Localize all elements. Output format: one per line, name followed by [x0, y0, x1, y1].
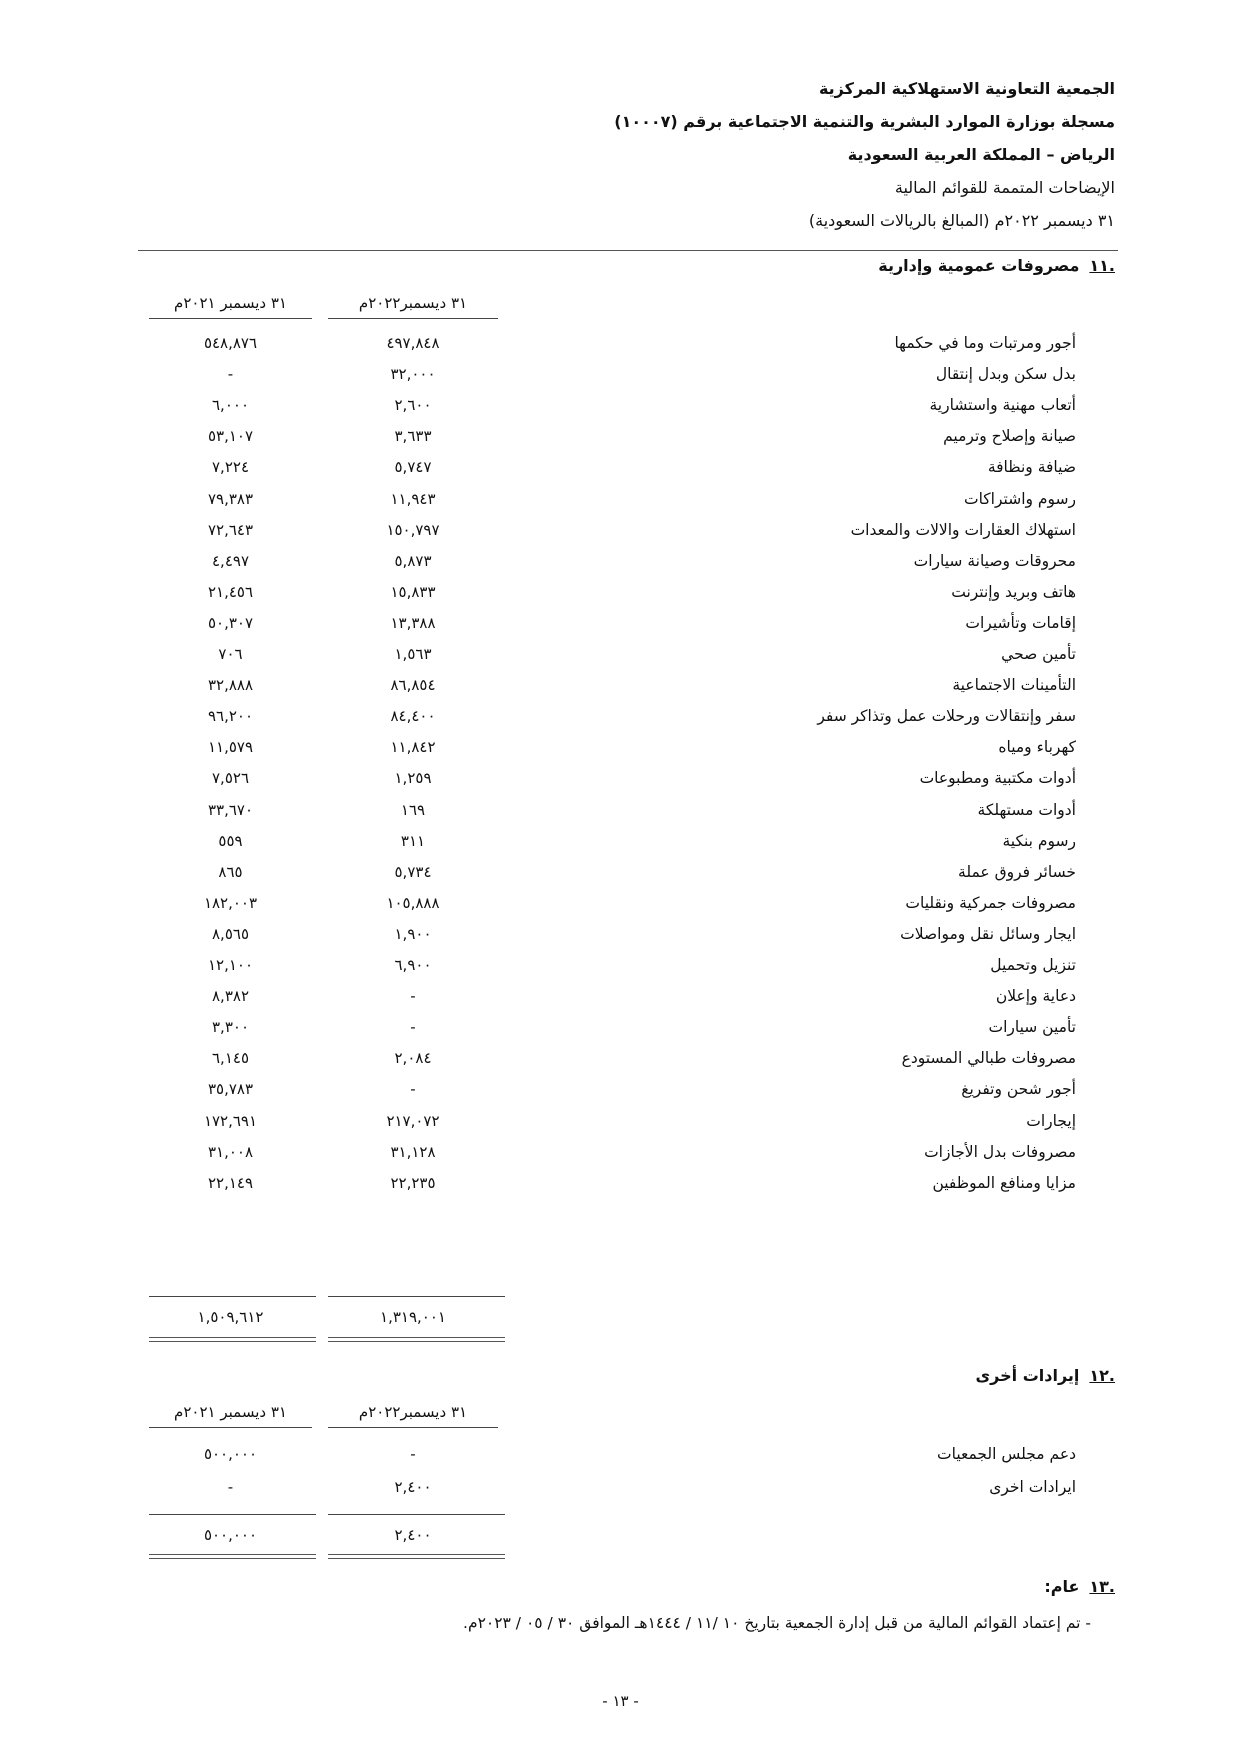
value-2022: ٨٤,٤٠٠: [390, 707, 436, 726]
value-2022: ٥,٧٤٧: [394, 458, 432, 477]
table-row: [0, 637, 1241, 671]
double-rule-2021: [149, 1337, 316, 1342]
table-row: [0, 793, 1241, 827]
row-label: بدل سكن وبدل إنتقال: [935, 365, 1076, 384]
value-2021: ٨٦٥: [218, 862, 243, 881]
value-2022: -: [410, 1080, 416, 1099]
value-2021: ٣,٣٠٠: [212, 1018, 249, 1037]
value-2021: ٢١,٤٥٦: [207, 582, 254, 601]
table-row: [0, 513, 1241, 547]
double-rule-2022: [328, 1337, 505, 1342]
value-2021: ١١,٥٧٩: [207, 738, 254, 757]
row-label: سفر وإنتقالات ورحلات عمل وتذاكر سفر: [817, 707, 1076, 726]
table-row: [0, 824, 1241, 858]
value-2021: ٥٠٠,٠٠٠: [203, 1445, 258, 1463]
org-name: الجمعية التعاونية الاستهلاكية المركزية: [818, 79, 1115, 98]
value-2022: ٣,٦٣٣: [394, 427, 432, 446]
row-label: كهرباء ومياه: [998, 738, 1076, 757]
subtotal-rule-2022: [328, 1514, 505, 1515]
period-line: ٣١ ديسمبر ٢٠٢٢م (المبالغ بالريالات السعودية): [808, 211, 1115, 230]
table-row: [0, 388, 1241, 422]
table-row: [0, 855, 1241, 889]
value-2022: ١,٢٥٩: [394, 769, 432, 788]
row-label: أجور شحن وتفريغ: [961, 1080, 1076, 1099]
approval-note: - تم إعتماد القوائم المالية من قبل إدارة الجمعية بتاريخ ١٠ /١١ / ١٤٤٤هـ الموافق ٣٠ / ٠٥ / ٢٠٢٣م.: [463, 1614, 1091, 1632]
section-13-title: [1044, 1577, 1115, 1596]
table-row: [0, 544, 1241, 578]
value-2022: ٢,٠٨٤: [394, 1049, 432, 1068]
row-label: أتعاب مهنية واستشارية: [929, 396, 1076, 415]
section-12-title: [975, 1366, 1115, 1385]
value-2022: ١,٩٠٠: [394, 924, 432, 943]
doc-title: الإيضاحات المتممة للقوائم المالية: [894, 178, 1115, 197]
row-label: أدوات مكتبية ومطبوعات: [919, 769, 1076, 788]
table-row: [0, 979, 1241, 1013]
double-rule-2022: [328, 1554, 505, 1559]
subtotal-rule-2021: [149, 1514, 316, 1515]
row-label: مصروفات طبالي المستودع: [901, 1049, 1076, 1068]
table-row: [0, 1072, 1241, 1106]
value-2021: ٣٢,٨٨٨: [207, 676, 254, 695]
table-row: [0, 948, 1241, 982]
value-2022: ٥,٧٣٤: [394, 862, 432, 881]
row-label: تنزيل وتحميل: [990, 956, 1076, 974]
section-11-title: [878, 256, 1115, 275]
total-2021: ٥٠٠,٠٠٠: [203, 1526, 258, 1544]
row-label: رسوم بنكية: [1002, 831, 1076, 850]
value-2022: ٢,٤٠٠: [394, 1478, 432, 1496]
table-row: [0, 1166, 1241, 1200]
row-label: ايجار وسائل نقل ومواصلات: [900, 924, 1076, 943]
value-2021: ١٨٢,٠٠٣: [203, 893, 258, 912]
row-label: إقامات وتأشيرات: [965, 613, 1076, 632]
table-row: [0, 1010, 1241, 1044]
column-header-2021: ٣١ ديسمبر ٢٠٢١م: [149, 1403, 312, 1428]
value-2022: ١٠٥,٨٨٨: [386, 893, 440, 912]
value-2022: ٣١,١٢٨: [390, 1142, 436, 1161]
row-label: رسوم واشتراكات: [963, 489, 1076, 508]
section-number: .١٢: [1089, 1366, 1115, 1385]
subtotal-rule-2022: [328, 1296, 505, 1297]
value-2022: ٨٦,٨٥٤: [390, 676, 436, 695]
row-label: التأمينات الاجتماعية: [952, 676, 1076, 695]
value-2022: ٢٢,٢٣٥: [390, 1173, 436, 1192]
total-2022: ١,٣١٩,٠٠١: [380, 1308, 446, 1326]
value-2021: ١٧٢,٦٩١: [203, 1111, 258, 1130]
value-2021: ٧,٥٢٦: [212, 769, 249, 788]
value-2021: ٥٥٩: [218, 831, 243, 850]
table-row: [0, 668, 1241, 702]
table-row: [0, 419, 1241, 453]
row-label: إيجارات: [1026, 1111, 1076, 1130]
value-2021: ١٢,١٠٠: [207, 956, 254, 974]
value-2022: ٢١٧,٠٧٢: [386, 1111, 440, 1130]
row-label: مصروفات جمركية ونقليات: [905, 893, 1076, 912]
value-2022: ١٥٠,٧٩٧: [386, 520, 440, 539]
table-row: [0, 357, 1241, 391]
value-2021: ٧,٢٢٤: [212, 458, 249, 477]
header-divider: [138, 250, 1118, 251]
row-label: أجور ومرتبات وما في حكمها: [894, 334, 1076, 352]
section-title-text: عام:: [1044, 1577, 1080, 1596]
value-2021: ٨,٥٦٥: [212, 924, 249, 943]
value-2021: ٣٣,٦٧٠: [207, 800, 254, 819]
value-2021: ٩٦,٢٠٠: [207, 707, 254, 726]
table-row: [0, 1041, 1241, 1075]
table-row: [0, 917, 1241, 951]
value-2022: ١,٥٦٣: [394, 645, 432, 663]
table-row: [0, 575, 1241, 609]
row-label: ضيافة ونظافة: [987, 458, 1076, 477]
table-row: [0, 886, 1241, 920]
column-header-2022: ٣١ ديسمبر٢٠٢٢م: [328, 1403, 498, 1428]
column-header-2021: ٣١ ديسمبر ٢٠٢١م: [149, 294, 312, 319]
value-2021: ٨,٣٨٢: [212, 987, 249, 1006]
table-row: [0, 1135, 1241, 1169]
row-label: أدوات مستهلكة: [977, 800, 1076, 819]
total-row: [0, 1518, 1241, 1552]
table-row: [0, 730, 1241, 764]
section-title-text: مصروفات عمومية وإدارية: [878, 256, 1080, 275]
value-2021: ٧٢,٦٤٣: [207, 520, 254, 539]
value-2021: ٤,٤٩٧: [212, 551, 249, 570]
total-2022: ٢,٤٠٠: [394, 1526, 432, 1544]
value-2022: ٥,٨٧٣: [394, 551, 432, 570]
value-2021: ٥٣,١٠٧: [207, 427, 254, 446]
row-label: هاتف وبريد وإنترنت: [951, 582, 1076, 601]
table-row: [0, 326, 1241, 360]
section-number: .١٣: [1089, 1577, 1115, 1596]
value-2021: ٦,٠٠٠: [212, 396, 249, 415]
table-row: [0, 761, 1241, 795]
row-label: خسائر فروق عملة: [958, 862, 1076, 881]
value-2022: ٦,٩٠٠: [394, 956, 432, 974]
row-label: مزايا ومنافع الموظفين: [932, 1173, 1076, 1192]
section-number: .١١: [1089, 256, 1115, 275]
page-number: - ١٣ -: [602, 1692, 639, 1710]
value-2021: ٥٠,٣٠٧: [207, 613, 254, 632]
value-2022: ١٣,٣٨٨: [390, 613, 436, 632]
value-2022: -: [410, 1445, 416, 1463]
value-2022: ١١,٨٤٢: [390, 738, 436, 757]
row-label: استهلاك العقارات والالات والمعدات: [850, 520, 1076, 539]
value-2021: ٥٤٨,٨٧٦: [203, 334, 258, 352]
value-2021: -: [227, 365, 234, 384]
double-rule-2021: [149, 1554, 316, 1559]
table-row: [0, 450, 1241, 484]
table-row: [0, 482, 1241, 516]
row-label: صيانة وإصلاح وترميم: [943, 427, 1076, 446]
value-2021: ٣١,٠٠٨: [207, 1142, 254, 1161]
value-2022: ١٥,٨٣٣: [390, 582, 436, 601]
total-2021: ١,٥٠٩,٦١٢: [197, 1308, 264, 1326]
value-2022: -: [410, 987, 416, 1006]
document-header: [315, 72, 1115, 237]
column-header-2022: ٣١ ديسمبر٢٠٢٢م: [328, 294, 498, 319]
value-2022: ١٦٩: [400, 800, 426, 819]
value-2021: ٦,١٤٥: [212, 1049, 249, 1068]
value-2021: ٧٠٦: [218, 645, 243, 663]
row-label: تأمين سيارات: [988, 1018, 1076, 1037]
table-row: [0, 1470, 1241, 1504]
value-2021: ٣٥,٧٨٣: [207, 1080, 254, 1099]
value-2022: ٣٢,٠٠٠: [390, 365, 436, 384]
value-2022: ٤٩٧,٨٤٨: [386, 334, 440, 352]
row-label: مصروفات بدل الأجازات: [924, 1142, 1076, 1161]
row-label: دعاية وإعلان: [995, 987, 1076, 1006]
value-2021: ٢٢,١٤٩: [207, 1173, 254, 1192]
total-row: [0, 1300, 1241, 1334]
value-2022: -: [410, 1018, 416, 1037]
table-row: [0, 1104, 1241, 1138]
value-2021: -: [227, 1478, 234, 1496]
location-line: الرياض – المملكة العربية السعودية: [847, 145, 1115, 164]
row-label: تأمين صحي: [1001, 645, 1076, 663]
value-2021: ٧٩,٣٨٣: [207, 489, 254, 508]
value-2022: ٣١١: [400, 831, 426, 850]
row-label: ايرادات اخرى: [989, 1478, 1076, 1496]
subtotal-rule-2021: [149, 1296, 316, 1297]
value-2022: ٢,٦٠٠: [394, 396, 432, 415]
value-2022: ١١,٩٤٣: [390, 489, 436, 508]
row-label: محروقات وصيانة سيارات: [913, 551, 1076, 570]
table-row: [0, 606, 1241, 640]
registration-line: مسجلة بوزارة الموارد البشرية والتنمية الاجتماعية برقم (١٠٠٠٧): [614, 112, 1115, 131]
table-row: [0, 699, 1241, 733]
table-row: [0, 1437, 1241, 1471]
row-label: دعم مجلس الجمعيات: [937, 1445, 1076, 1463]
section-title-text: إيرادات أخرى: [975, 1366, 1080, 1385]
